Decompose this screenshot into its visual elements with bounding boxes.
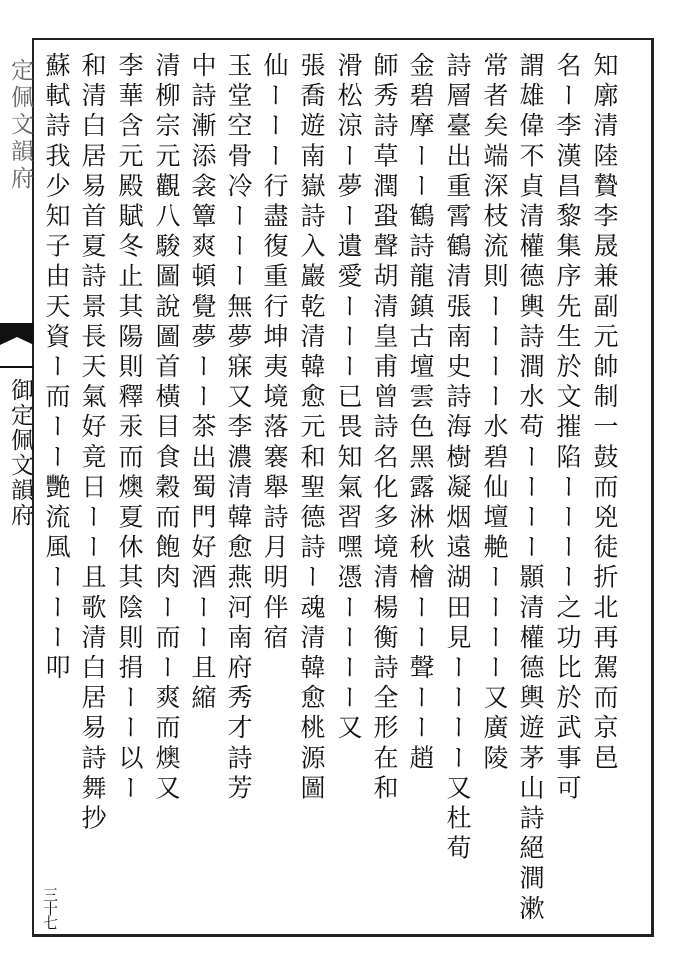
page-margin-strip [0, 38, 34, 937]
text-column-11: 玉堂空骨冷ーーー無夢寐又李濃清韓愈燕河南府秀才詩芳 [224, 52, 253, 805]
text-column-15: 和清白居易首夏詩景長天氣好竟日ーー且歌清白居易詩舞抄 [78, 52, 107, 835]
fishtail-mark-icon [0, 323, 34, 369]
frame-right-rule [651, 38, 654, 937]
text-column-12: 中詩漸添衾簟爽頓覺夢ーー茶出蜀門好酒ーー且縮 [188, 52, 217, 715]
text-column-5: 詩層臺出重霄鶴清張南史詩海樹凝烟遠湖田見ーーーー又杜荀 [443, 52, 472, 865]
text-column-8: 滑松涼ー夢ー遺愛ーーー已畏知氣習嘿憑ーーーー又 [334, 52, 363, 745]
text-column-4: 常者矣端深枝流則ーーーー水碧仙壇艴ーーーー又廣陵 [480, 52, 509, 775]
text-column-16: 蘇軾詩我少知子由天資ー而ーー艷流風ーーー叩 [42, 52, 71, 685]
text-column-1: 知廓清陸贄李晟兼副元帥制一鼓而兇徒折北再駕而京邑 [590, 52, 619, 775]
book-title: 御定佩文韻府 [7, 378, 33, 528]
text-column-14: 李華含元殿賦冬止其陽則釋汞而燠夏休其陰則捐ーー以ー [115, 52, 144, 805]
frame-bottom-rule [34, 934, 654, 937]
frame-top-rule [34, 38, 654, 40]
margin-top-text: 定佩文韻府 [7, 58, 33, 193]
text-column-7: 師秀詩草潤蛩聲胡清皇甫曾詩名化多境清楊衡詩全形在和 [370, 52, 399, 805]
text-column-13: 清柳宗元觀八駿圖說圖首橫目食穀而飽肉ー而ー爽而燠又 [152, 52, 181, 805]
text-column-9: 張喬遊南嶽詩入巖乾清韓愈元和聖德詩ー魂清韓愈桃源圖 [297, 52, 326, 805]
text-column-10: 仙ーーー行盡復重行坤夷境落褰舉詩月明伴宿 [260, 52, 289, 654]
text-column-3: 謂雄偉不貞清權德輿詩澗水苟ーーーー顥清權德輿遊茅山詩絕澗漱 [516, 52, 545, 925]
text-column-2: 名ー李漢昌黎集序先生於文摧陷ーーーー之功比於武事可 [553, 52, 582, 805]
page-number: 三十七 [41, 887, 59, 929]
text-column-6: 金碧摩ーー鶴詩龍鎮古壇雲色黑露淋秋檜ーー聲ーー趙 [406, 52, 435, 775]
